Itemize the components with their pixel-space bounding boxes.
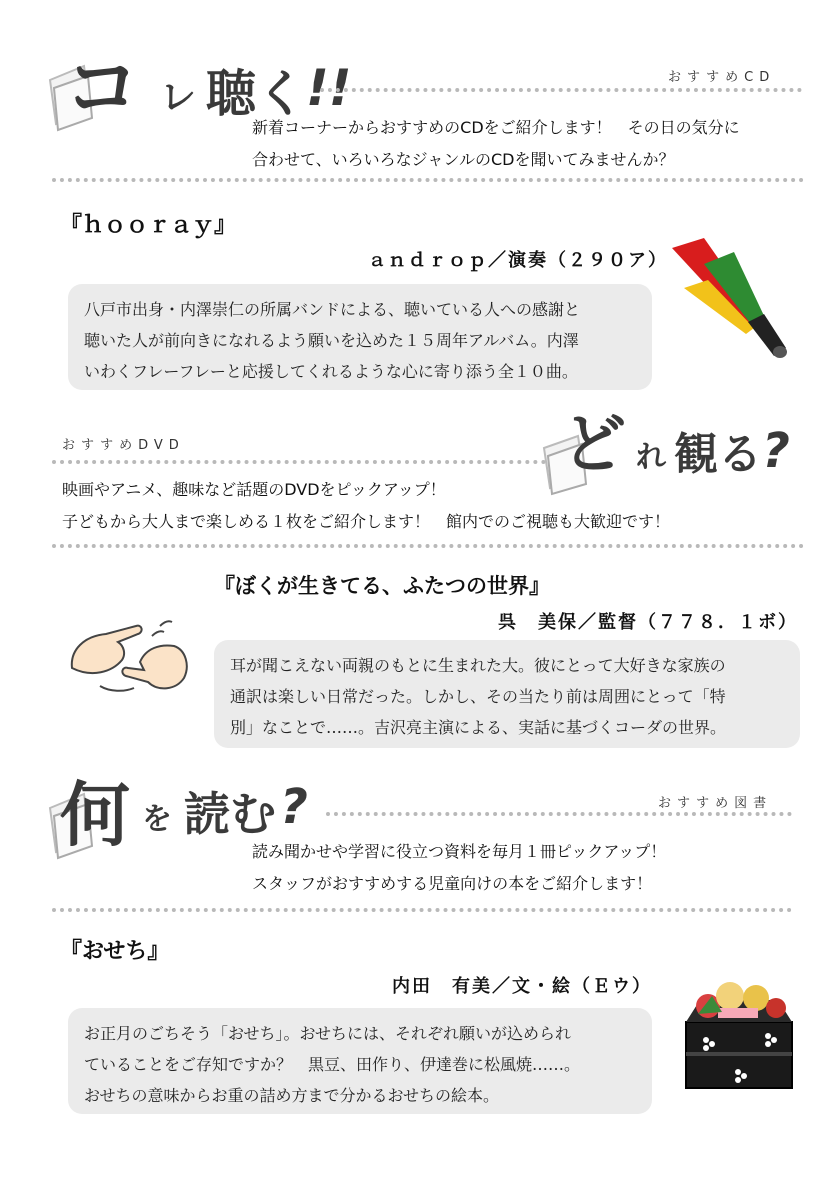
- divider: [320, 88, 802, 92]
- book-item-description: お正月のごちそう「おせち」。おせちには、それぞれ願いが込められ ていることをご存知ですか？ 黒豆、田作り、伊達巻に松風焼……。 おせちの意味からお重の詰め方まで分かるおせちの絵本。: [68, 1008, 652, 1114]
- dvd-item-description: 耳が聞こえない両親のもとに生まれた大。彼にとって大好きな家族の 通訳は楽しい日常だった。しかし、その当たり前は周囲にとって「特 別」なことで……。吉沢亮主演による、実話に基づくコーダの世界。: [214, 640, 800, 748]
- dvd-tag: おすすめDVD: [62, 438, 185, 453]
- book-tag: おすすめ図書: [658, 796, 773, 811]
- divider: [52, 908, 792, 912]
- cd-tag: おすすめCD: [668, 70, 776, 85]
- cd-item-description: 八戸市出身・内澤崇仁の所属バンドによる、聴いている人への感謝と 聴いた人が前向きになれるよう願いを込めた１５周年アルバム。内澤 いわくフレーフレーと応援してくれるような心に寄り添う全１０曲。: [68, 284, 652, 390]
- dvd-heading: ど れ 観る ?: [540, 412, 810, 492]
- book-item-title: 『おせち』: [60, 939, 170, 964]
- dvd-item-byline: 呉 美保／監督（７７８．１ボ）: [498, 612, 798, 633]
- divider: [52, 460, 546, 464]
- cd-intro: 新着コーナーからおすすめのCDをご紹介します！ その日の気分に 合わせて、いろいろなジャンルのCDを聞いてみませんか？: [252, 118, 740, 169]
- divider: [326, 812, 792, 816]
- dvd-intro: 映画やアニメ、趣味など話題のDVDをピックアップ！ 子どもから大人まで楽しめる１枚をご紹介します！ 館内でのご視聴も大歓迎です！: [62, 480, 671, 531]
- osechi-box-icon: [678, 966, 800, 1096]
- cd-item-title: 『ｈｏｏｒａｙ』: [60, 213, 237, 238]
- book-heading: 何 を 読む ?: [44, 772, 344, 862]
- horn-icon: [664, 236, 794, 366]
- book-intro: 読み聞かせや学習に役立つ資料を毎月１冊ピックアップ！ スタッフがおすすめする児童向けの本をご紹介します！: [252, 842, 667, 893]
- dvd-item-title: 『ぼくが生きてる、ふたつの世界』: [214, 574, 550, 598]
- cd-heading: コ レ 聴く !!: [44, 52, 334, 132]
- divider: [52, 544, 804, 548]
- sign-language-hands-icon: [66, 606, 196, 698]
- cd-item-byline: ａｎｄｒｏｐ／演奏（２９０ア）: [368, 250, 668, 271]
- book-item-byline: 内田 有美／文・絵（Ｅウ）: [392, 976, 652, 997]
- divider: [52, 178, 804, 182]
